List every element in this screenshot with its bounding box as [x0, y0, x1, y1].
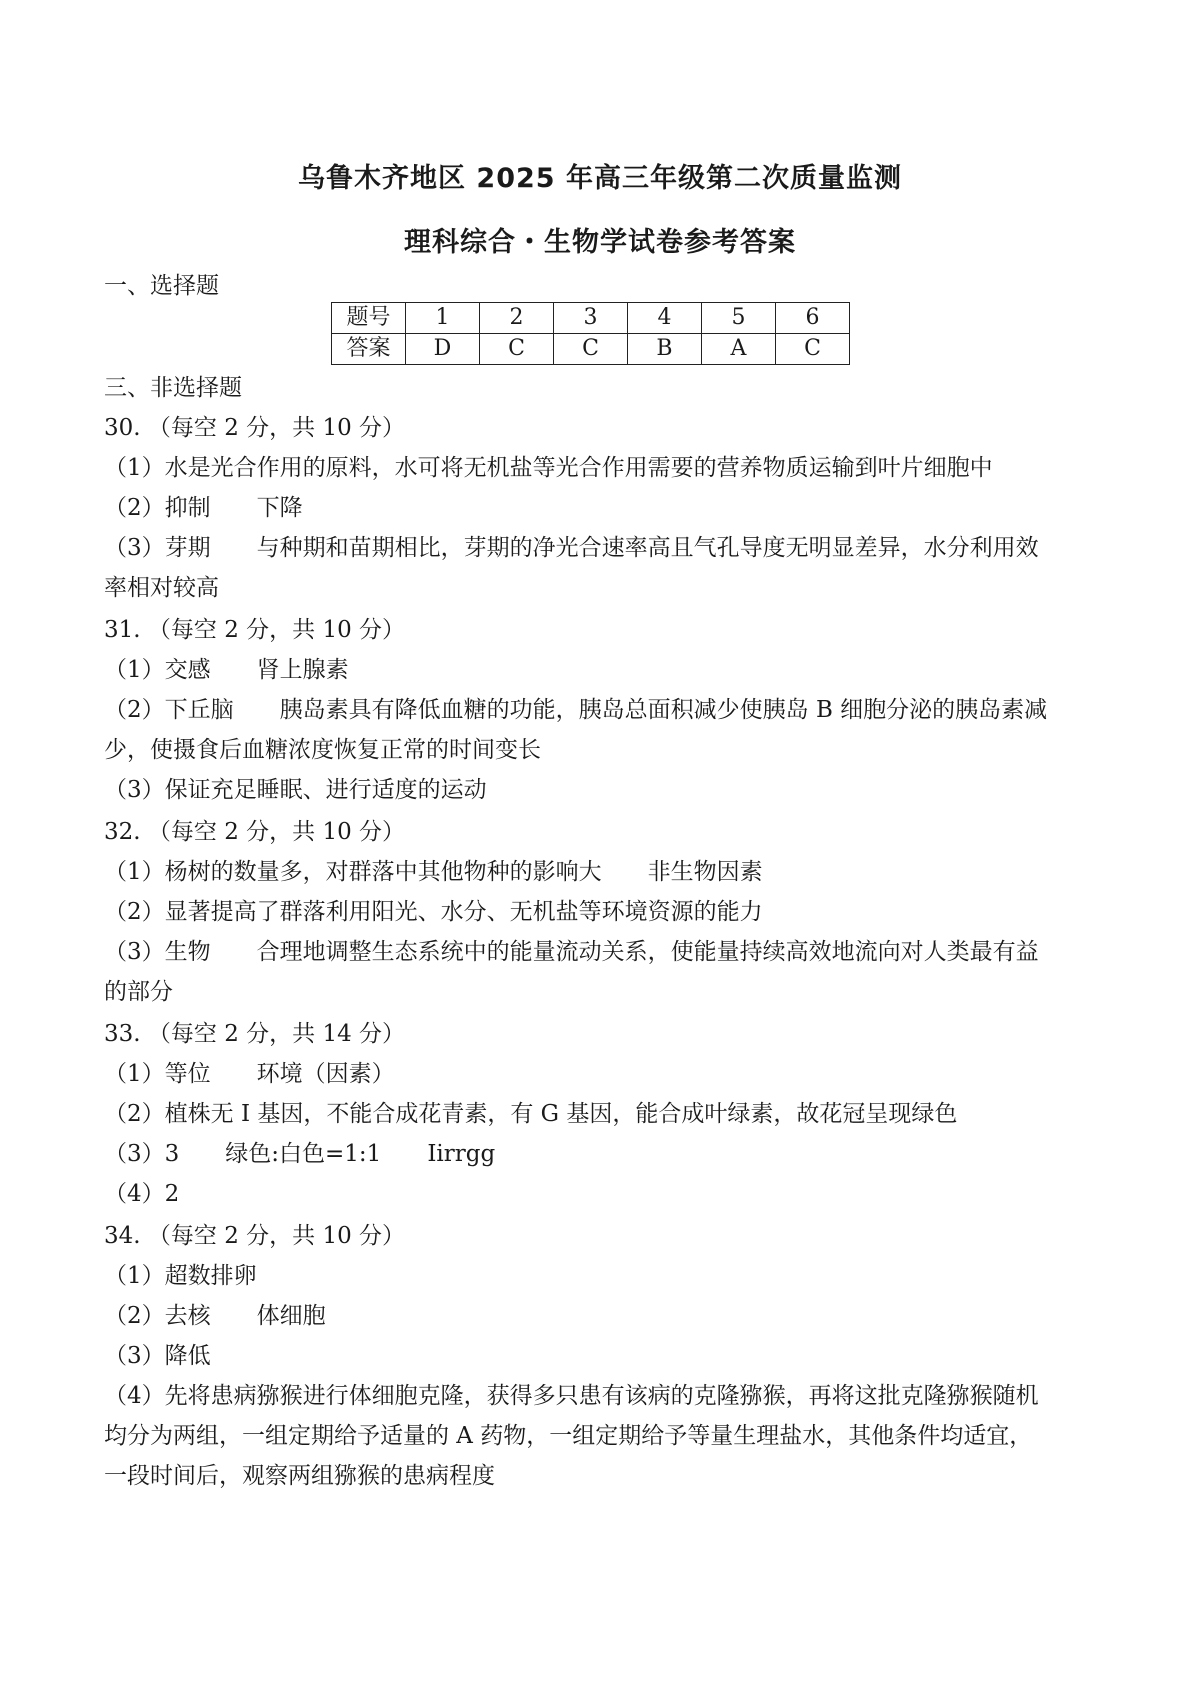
table-cell: B — [628, 334, 702, 365]
answer-label: （1）等位 — [104, 1061, 211, 1087]
answer-label: （3）生物 — [104, 939, 211, 965]
table-cell: A — [702, 334, 776, 365]
q34-answer-3: （3）降低 — [104, 1343, 211, 1369]
choice-answer-table — [331, 302, 850, 365]
answer-value: 绿色:白色=1:1 — [225, 1141, 382, 1167]
q31-answer-1 — [104, 650, 1104, 690]
answer-value: 与种期和苗期相比，芽期的净光合速率高且气孔导度无明显差异，水分利用效 — [256, 535, 1039, 561]
q33-answer-1 — [104, 1054, 1104, 1094]
page-subtitle: 理科综合・生物学试卷参考答案 — [404, 227, 796, 258]
table-cell: C — [480, 334, 554, 365]
answer-value: 肾上腺素 — [256, 657, 349, 683]
answer-label: （2）去核 — [104, 1303, 211, 1329]
q34-answer-4: （4）先将患病猕猴进行体细胞克隆，获得多只患有该病的克隆猕猴，再将这批克隆猕猴随机 — [104, 1383, 1039, 1409]
row-label: 答案 — [332, 334, 406, 365]
answer-label: （1）杨树的数量多，对群落中其他物种的影响大 — [104, 859, 602, 885]
table-cell: C — [554, 334, 628, 365]
table-row — [332, 334, 850, 365]
answer-value: 非生物因素 — [647, 859, 763, 885]
section-heading-choice: 一、选择题 — [104, 273, 219, 299]
q31-answer-2 — [104, 690, 1104, 730]
q30-answer-1: （1）水是光合作用的原料，水可将无机盐等光合作用需要的营养物质运输到叶片细胞中 — [104, 455, 993, 481]
answer-value: 合理地调整生态系统中的能量流动关系，使能量持续高效地流向对人类最有益 — [256, 939, 1039, 965]
q30-answer-3 — [104, 528, 1104, 568]
q34-answer-1: （1）超数排卵 — [104, 1263, 257, 1289]
q34-heading: 34. （每空 2 分，共 10 分） — [104, 1223, 406, 1249]
q31-answer-2-continued: 少，使摄食后血糖浓度恢复正常的时间变长 — [104, 737, 541, 763]
section-heading-nonchoice: 三、非选择题 — [104, 375, 242, 401]
q32-answer-1 — [104, 852, 1104, 892]
answer-label: （3）3 — [104, 1141, 180, 1167]
table-cell: C — [776, 334, 850, 365]
answer-value: 下降 — [256, 495, 303, 521]
table-cell: 2 — [480, 303, 554, 334]
q34-answer-4-continued: 一段时间后，观察两组猕猴的患病程度 — [104, 1463, 495, 1489]
answer-label: （2）抑制 — [104, 495, 211, 521]
q33-answer-3 — [104, 1134, 1104, 1174]
q30-answer-3-continued: 率相对较高 — [104, 575, 219, 601]
q33-heading: 33. （每空 2 分，共 14 分） — [104, 1021, 406, 1047]
q31-heading: 31. （每空 2 分，共 10 分） — [104, 617, 406, 643]
answer-label: （1）交感 — [104, 657, 211, 683]
answer-value: Iirrgg — [427, 1141, 496, 1167]
q34-answer-4-continued: 均分为两组，一组定期给予适量的 A 药物，一组定期给予等量生理盐水，其他条件均适宜， — [104, 1423, 1033, 1449]
table-cell: 5 — [702, 303, 776, 334]
table-cell: 4 — [628, 303, 702, 334]
q33-answer-2: （2）植株无 I 基因，不能合成花青素，有 G 基因，能合成叶绿素，故花冠呈现绿色 — [104, 1101, 958, 1127]
table-cell: D — [406, 334, 480, 365]
table-row — [332, 303, 850, 334]
q31-answer-3: （3）保证充足睡眠、进行适度的运动 — [104, 777, 487, 803]
answer-value: 胰岛素具有降低血糖的功能，胰岛总面积减少使胰岛 B 细胞分泌的胰岛素减 — [279, 697, 1048, 723]
answer-value: 环境（因素） — [256, 1061, 395, 1087]
q33-answer-4: （4）2 — [104, 1181, 180, 1207]
table-cell: 3 — [554, 303, 628, 334]
q32-answer-3 — [104, 932, 1104, 972]
row-label: 题号 — [332, 303, 406, 334]
table-cell: 1 — [406, 303, 480, 334]
q34-answer-2 — [104, 1296, 1104, 1336]
answer-value: 体细胞 — [256, 1303, 326, 1329]
page-title: 乌鲁木齐地区 2025 年高三年级第二次质量监测 — [298, 163, 902, 194]
table-cell: 6 — [776, 303, 850, 334]
answer-label: （2）下丘脑 — [104, 697, 234, 723]
q30-answer-2 — [104, 488, 1104, 528]
q30-heading: 30. （每空 2 分，共 10 分） — [104, 415, 406, 441]
q32-heading: 32. （每空 2 分，共 10 分） — [104, 819, 406, 845]
q32-answer-2: （2）显著提高了群落利用阳光、水分、无机盐等环境资源的能力 — [104, 899, 763, 925]
answer-label: （3）芽期 — [104, 535, 211, 561]
q32-answer-3-continued: 的部分 — [104, 979, 173, 1005]
